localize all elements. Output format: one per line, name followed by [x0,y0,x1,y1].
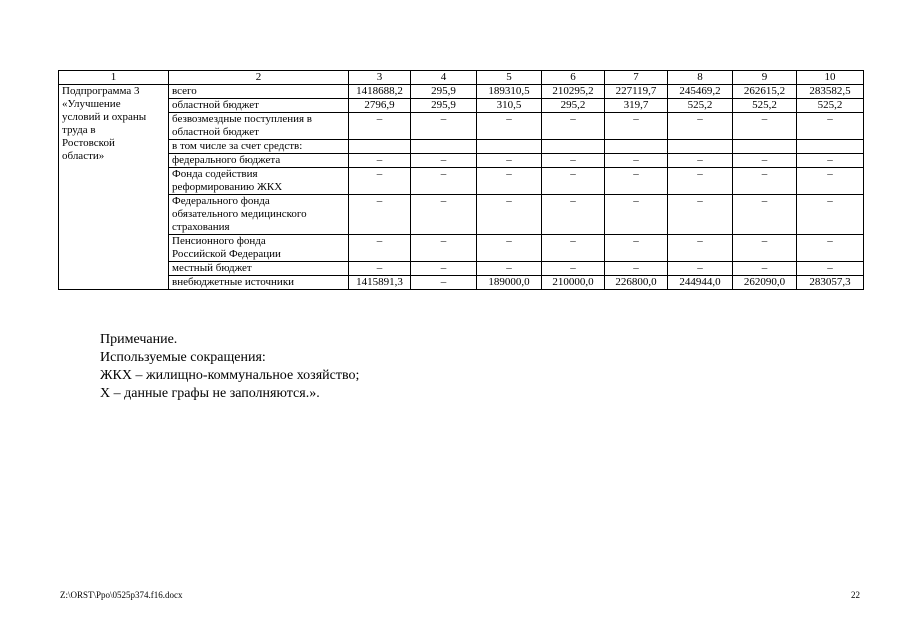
table-row [59,113,864,140]
value-cell: – [411,168,477,195]
funding-source-cell [169,168,349,195]
value-cell: – [668,235,733,262]
value-cell: – [542,235,605,262]
value-cell: – [477,154,542,168]
value-cell: 319,7 [605,99,668,113]
value-cell [477,140,542,154]
value-cell: – [605,195,668,235]
value-cell: 283057,3 [797,276,864,290]
header-row [59,71,864,85]
funding-source-line: обязательного медицинского [172,208,307,220]
program-name-line: Подпрограмма 3 [62,85,140,97]
value-cell: 283582,5 [797,85,864,99]
value-cell: – [477,113,542,140]
table-row [59,154,864,168]
table-row [59,168,864,195]
value-cell: 525,2 [668,99,733,113]
value-cell: – [542,113,605,140]
note-title: Примечание. [100,332,178,347]
header-cell: 7 [605,71,668,85]
header-cell: 8 [668,71,733,85]
value-cell: – [733,113,797,140]
header-cell: 3 [349,71,411,85]
program-name-line: Ростовской [62,137,115,149]
funding-source-cell [169,154,349,168]
value-cell: 262615,2 [733,85,797,99]
value-cell: 189310,5 [477,85,542,99]
table-row [59,140,864,154]
value-cell: 525,2 [733,99,797,113]
funding-source-cell [169,262,349,276]
value-cell: – [605,168,668,195]
note-abbrev-x: Х – данные графы не заполняются.». [100,386,320,401]
footer-file-path: Z:\ORST\Ppo\0525p374.f16.docx [60,590,183,600]
value-cell: – [411,113,477,140]
value-cell [733,140,797,154]
value-cell: – [411,262,477,276]
funding-source-line: федерального бюджета [172,154,281,166]
value-cell: 2796,9 [349,99,411,113]
value-cell: 1418688,2 [349,85,411,99]
funding-source-line: внебюджетные источники [172,276,295,288]
value-cell: – [411,154,477,168]
value-cell: – [733,154,797,168]
value-cell: 245469,2 [668,85,733,99]
value-cell: – [411,195,477,235]
funding-source-line: областной бюджет [172,99,259,111]
funding-source-line: в том числе за счет средств: [172,140,303,152]
value-cell: – [733,235,797,262]
funding-source-line: Фонда содействия [172,168,258,180]
table-row [59,276,864,290]
funding-source-cell [169,276,349,290]
value-cell: – [668,154,733,168]
value-cell [797,140,864,154]
header-cell: 9 [733,71,797,85]
value-cell [411,140,477,154]
value-cell: – [542,168,605,195]
value-cell: – [605,154,668,168]
value-cell: – [349,195,411,235]
funding-source-line: местный бюджет [172,262,252,274]
funding-source-cell [169,85,349,99]
value-cell: – [542,154,605,168]
value-cell: – [477,262,542,276]
table-row [59,99,864,113]
funding-source-line: страхования [172,221,230,233]
value-cell: – [349,113,411,140]
note-abbrev-zhkh: ЖКХ – жилищно-коммунальное хозяйство; [100,368,360,383]
value-cell: 310,5 [477,99,542,113]
value-cell: – [668,113,733,140]
funding-source-line: всего [172,85,197,97]
program-name-line: области» [62,150,105,162]
funding-source-cell [169,113,349,140]
header-cell: 1 [59,71,169,85]
header-cell: 5 [477,71,542,85]
value-cell: – [733,168,797,195]
value-cell: – [542,195,605,235]
value-cell: – [477,235,542,262]
header-cell: 10 [797,71,864,85]
value-cell: – [668,262,733,276]
value-cell: – [542,262,605,276]
note-block [100,331,359,403]
value-cell: 227119,7 [605,85,668,99]
header-cell: 4 [411,71,477,85]
funding-source-line: безвозмездные поступления в [172,113,312,125]
funding-source-line: Пенсионного фонда [172,235,266,247]
page-number: 22 [851,590,860,600]
value-cell: – [797,113,864,140]
value-cell: – [797,195,864,235]
value-cell [542,140,605,154]
value-cell [605,140,668,154]
value-cell: – [797,168,864,195]
value-cell: 525,2 [797,99,864,113]
program-name-line: условий и охраны [62,111,147,123]
table-body [59,71,864,290]
value-cell: – [605,235,668,262]
value-cell: 210000,0 [542,276,605,290]
value-cell: – [797,154,864,168]
value-cell: – [411,235,477,262]
table-row [59,262,864,276]
value-cell: – [605,113,668,140]
value-cell: 244944,0 [668,276,733,290]
value-cell: 262090,0 [733,276,797,290]
table-row [59,85,864,99]
table-row [59,235,864,262]
value-cell: 1415891,3 [349,276,411,290]
value-cell: 295,9 [411,99,477,113]
value-cell: – [668,195,733,235]
note-abbrev-heading: Используемые сокращения: [100,350,266,365]
funding-source-line: областной бюджет [172,126,259,138]
value-cell: 295,2 [542,99,605,113]
value-cell: – [733,195,797,235]
value-cell: – [797,235,864,262]
value-cell: 210295,2 [542,85,605,99]
value-cell [349,140,411,154]
table-row [59,195,864,235]
program-name-line: труда в [62,124,96,136]
funding-source-cell [169,140,349,154]
funding-source-line: Федерального фонда [172,195,270,207]
value-cell: – [668,168,733,195]
value-cell: 295,9 [411,85,477,99]
value-cell: – [477,195,542,235]
funding-source-line: реформированию ЖКХ [172,181,283,193]
program-name-cell [59,85,169,290]
value-cell: – [605,262,668,276]
budget-table [58,70,864,290]
value-cell: – [349,262,411,276]
value-cell: 226800,0 [605,276,668,290]
header-cell: 2 [169,71,349,85]
value-cell: – [349,154,411,168]
funding-source-line: Российской Федерации [172,248,281,260]
value-cell: – [477,168,542,195]
value-cell: – [349,235,411,262]
header-cell: 6 [542,71,605,85]
funding-source-cell [169,99,349,113]
funding-source-cell [169,195,349,235]
funding-source-cell [169,235,349,262]
value-cell: – [797,262,864,276]
value-cell [668,140,733,154]
value-cell: – [349,168,411,195]
value-cell: – [733,262,797,276]
value-cell: 189000,0 [477,276,542,290]
program-name-line: «Улучшение [62,98,121,110]
value-cell: – [411,276,477,290]
